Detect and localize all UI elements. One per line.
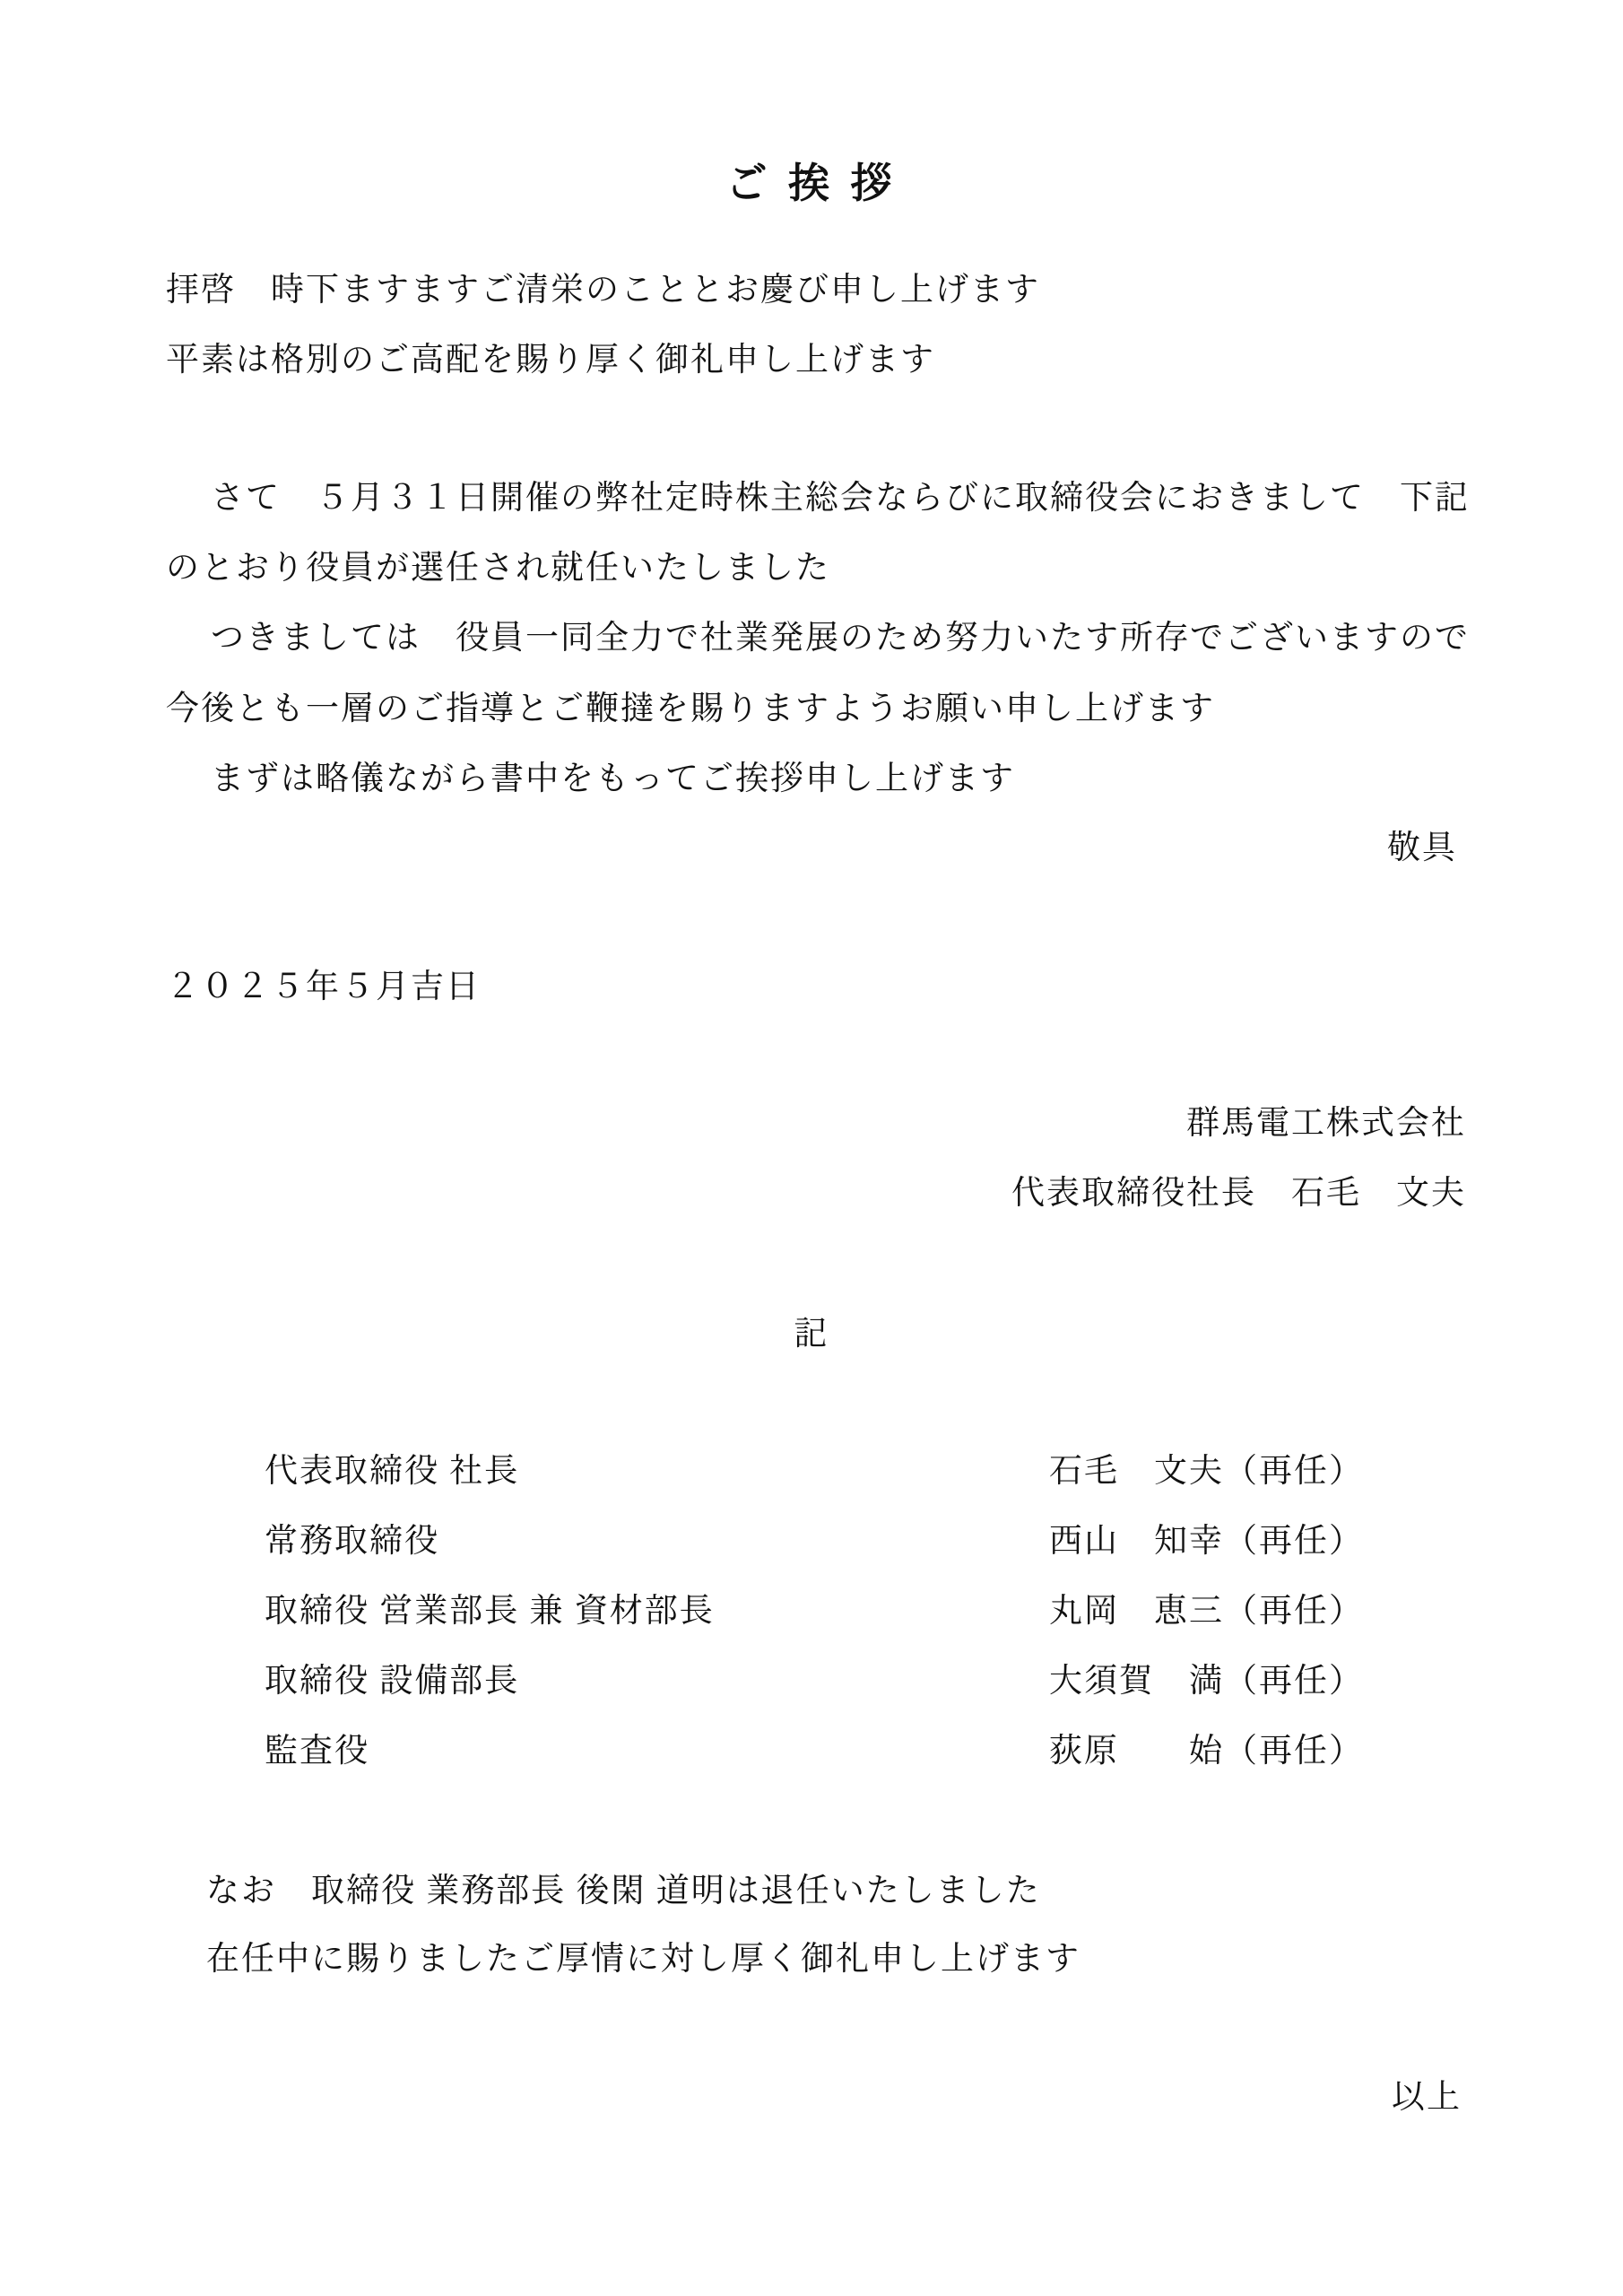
officer-name: 石毛 文夫（再任）	[1049, 1453, 1364, 1490]
closing-word: 敬具	[1387, 830, 1457, 866]
record-heading: 記	[794, 1316, 829, 1352]
officer-title: 監査役	[265, 1733, 369, 1770]
opening-line-2: 平素は格別のご高配を賜り厚く御礼申し上げます	[166, 342, 935, 378]
body-line-2: のとおり役員が選任され就任いたしました	[166, 550, 830, 587]
officer-name: 西山 知幸（再任）	[1049, 1523, 1364, 1560]
letter-title: ご 挨 拶	[725, 161, 898, 206]
signer-line: 代表取締役社長 石毛 文夫	[1011, 1175, 1466, 1212]
officer-title: 取締役 営業部長 兼 資材部長	[265, 1593, 715, 1630]
officer-name: 丸岡 恵三（再任）	[1049, 1593, 1364, 1630]
note-line-1: なお 取締役 業務部長 後閑 道明は退任いたしました	[206, 1873, 1041, 1909]
opening-line-1: 拝啓 時下ますますご清栄のこととお慶び申し上げます	[166, 272, 1040, 309]
end-word: 以上	[1392, 2079, 1462, 2116]
body-line-1: さて ５月３１日開催の弊社定時株主総会ならびに取締役会におきまして 下記	[211, 480, 1470, 517]
company-name: 群馬電工株式会社	[1186, 1105, 1466, 1142]
note-line-2: 在任中に賜りましたご厚情に対し厚く御礼申し上げます	[206, 1941, 1081, 1978]
officer-title: 取締役 設備部長	[265, 1663, 520, 1700]
body-line-4: 今後とも一層のご指導とご鞭撻を賜りますようお願い申し上げます	[166, 691, 1215, 727]
officer-name: 大須賀 満（再任）	[1049, 1663, 1364, 1700]
body-line-5: まずは略儀ながら書中をもってご挨拶申し上げます	[211, 761, 1015, 797]
officer-title: 常務取締役	[265, 1523, 439, 1560]
body-line-3: つきましては 役員一同全力で社業発展のため努力いたす所存でございますので	[211, 620, 1470, 657]
officer-title: 代表取締役 社長	[265, 1453, 520, 1490]
officer-name: 荻原 始（再任）	[1049, 1733, 1364, 1770]
date-line: ２０２５年５月吉日	[166, 969, 481, 1005]
